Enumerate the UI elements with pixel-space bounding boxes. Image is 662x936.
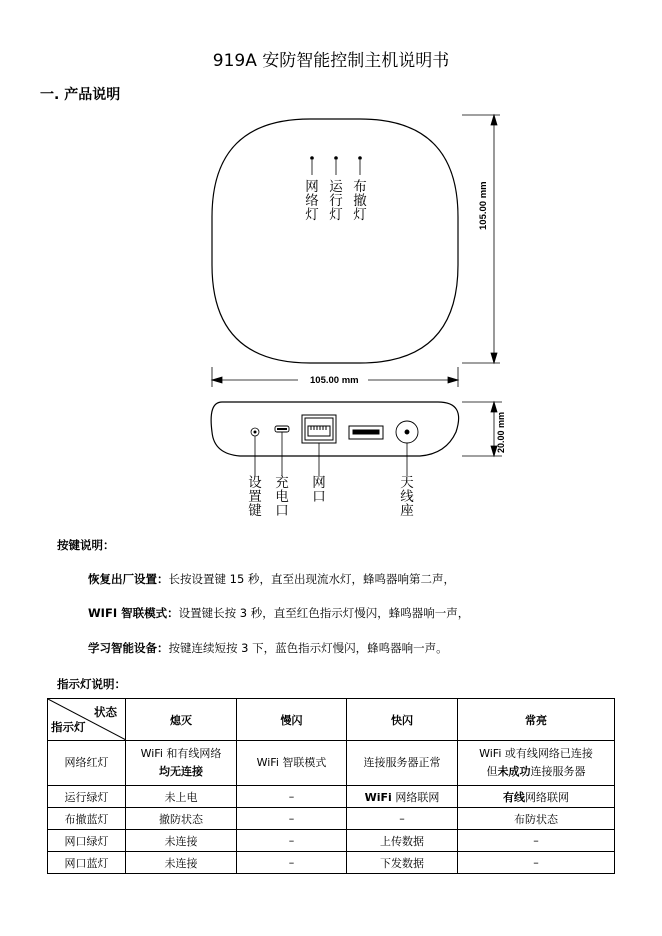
table-row [48, 786, 615, 808]
port-label-ethernet: 网 口 [312, 475, 326, 505]
column-header: 快闪 [347, 699, 458, 741]
table-cell [126, 741, 237, 786]
table-cell: 未连接 [126, 852, 237, 874]
reset-button-icon [251, 428, 259, 436]
table-row [48, 852, 615, 874]
key-item-desc: 设置键长按 3 秒，直至红色指示灯慢闪，蜂鸣器响一声， [178, 606, 470, 620]
cell-line: WiFi 或有线网络已连接 [479, 747, 593, 760]
table-cell: – [458, 852, 615, 874]
port-label-reset: 设 置 键 [248, 475, 262, 519]
indicator-dots [310, 156, 362, 175]
cell-line: WiFi 和有线网络 [140, 747, 222, 760]
key-item-desc: 按键连续短按 3 下，蓝色指示灯慢闪，蜂鸣器响一声。 [168, 641, 448, 655]
table-cell: – [237, 830, 347, 852]
top-width-dimension-label: 105.00 mm [310, 375, 359, 386]
cell-line: 均无连接 [159, 765, 203, 778]
table-cell: 上传数据 [347, 830, 458, 852]
ethernet-port-icon [302, 415, 336, 443]
usb-port-icon [349, 426, 383, 439]
key-item-name: 学习智能设备： [88, 641, 169, 655]
column-header: 慢闪 [237, 699, 347, 741]
table-cell: – [237, 808, 347, 830]
table-cell: 未连接 [126, 830, 237, 852]
key-item-name: 恢复出厂设置： [88, 572, 169, 586]
table-cell: – [237, 852, 347, 874]
antenna-connector-icon [396, 421, 418, 443]
keys-heading: 按键说明： [57, 538, 115, 552]
side-leader-lines [255, 432, 407, 476]
table-cell: 撤防状态 [126, 808, 237, 830]
row-name-cell: 网络红灯 [48, 741, 126, 786]
table-cell [458, 741, 615, 786]
table-cell: 布防状态 [458, 808, 615, 830]
table-cell: – [347, 808, 458, 830]
table-row [48, 808, 615, 830]
table-cell: WiFi 智联模式 [237, 741, 347, 786]
key-item-factory-reset [88, 571, 455, 587]
port-label-charge: 充 电 口 [275, 475, 289, 519]
indicator-label-arm: 布 撤 灯 [353, 179, 367, 223]
table-cell: 未上电 [126, 786, 237, 808]
row-name-cell: 网口蓝灯 [48, 852, 126, 874]
cell-line: 但未成功连接服务器 [486, 765, 586, 778]
device-top-outline [212, 119, 458, 363]
lights-heading: 指示灯说明： [57, 677, 126, 691]
device-side-outline [211, 402, 459, 456]
table-header-row [48, 699, 615, 741]
corner-header-cell [48, 699, 126, 741]
height-dimension-line [462, 115, 500, 363]
key-item-learn-device [88, 640, 448, 656]
key-item-name: WIFI 智联模式： [88, 606, 179, 620]
column-header: 熄灭 [126, 699, 237, 741]
table-cell: 有线网络联网 [458, 786, 615, 808]
indicator-light-table [47, 698, 615, 874]
side-height-dimension-label: 20.00 mm [496, 411, 506, 453]
device-side-view-drawing [200, 396, 520, 476]
key-item-desc: 长按设置键 15 秒，直至出现流水灯，蜂鸣器响第二声， [168, 572, 455, 586]
document-title: 919A 安防智能控制主机说明书 [212, 51, 450, 71]
row-name-cell: 运行绿灯 [48, 786, 126, 808]
table-row [48, 830, 615, 852]
top-height-dimension-label: 105.00 mm [478, 181, 489, 230]
key-item-wifi-mode [88, 605, 469, 621]
table-cell: 连接服务器正常 [347, 741, 458, 786]
table-cell: – [458, 830, 615, 852]
row-name-cell: 布撤蓝灯 [48, 808, 126, 830]
port-label-antenna: 天 线 座 [400, 475, 414, 519]
corner-label-status: 状态 [94, 705, 117, 719]
indicator-label-network: 网 络 灯 [305, 179, 319, 223]
section-heading: 一. 产品说明 [40, 87, 121, 103]
table-cell: WiFi 网络联网 [347, 786, 458, 808]
device-top-view-drawing [200, 105, 520, 395]
column-header: 常亮 [458, 699, 615, 741]
row-name-cell: 网口绿灯 [48, 830, 126, 852]
table-cell: 下发数据 [347, 852, 458, 874]
table-cell: – [237, 786, 347, 808]
indicator-label-run: 运 行 灯 [329, 179, 343, 223]
charge-port-icon [275, 426, 289, 432]
table-row [48, 741, 615, 786]
corner-label-indicator: 指示灯 [51, 720, 86, 734]
